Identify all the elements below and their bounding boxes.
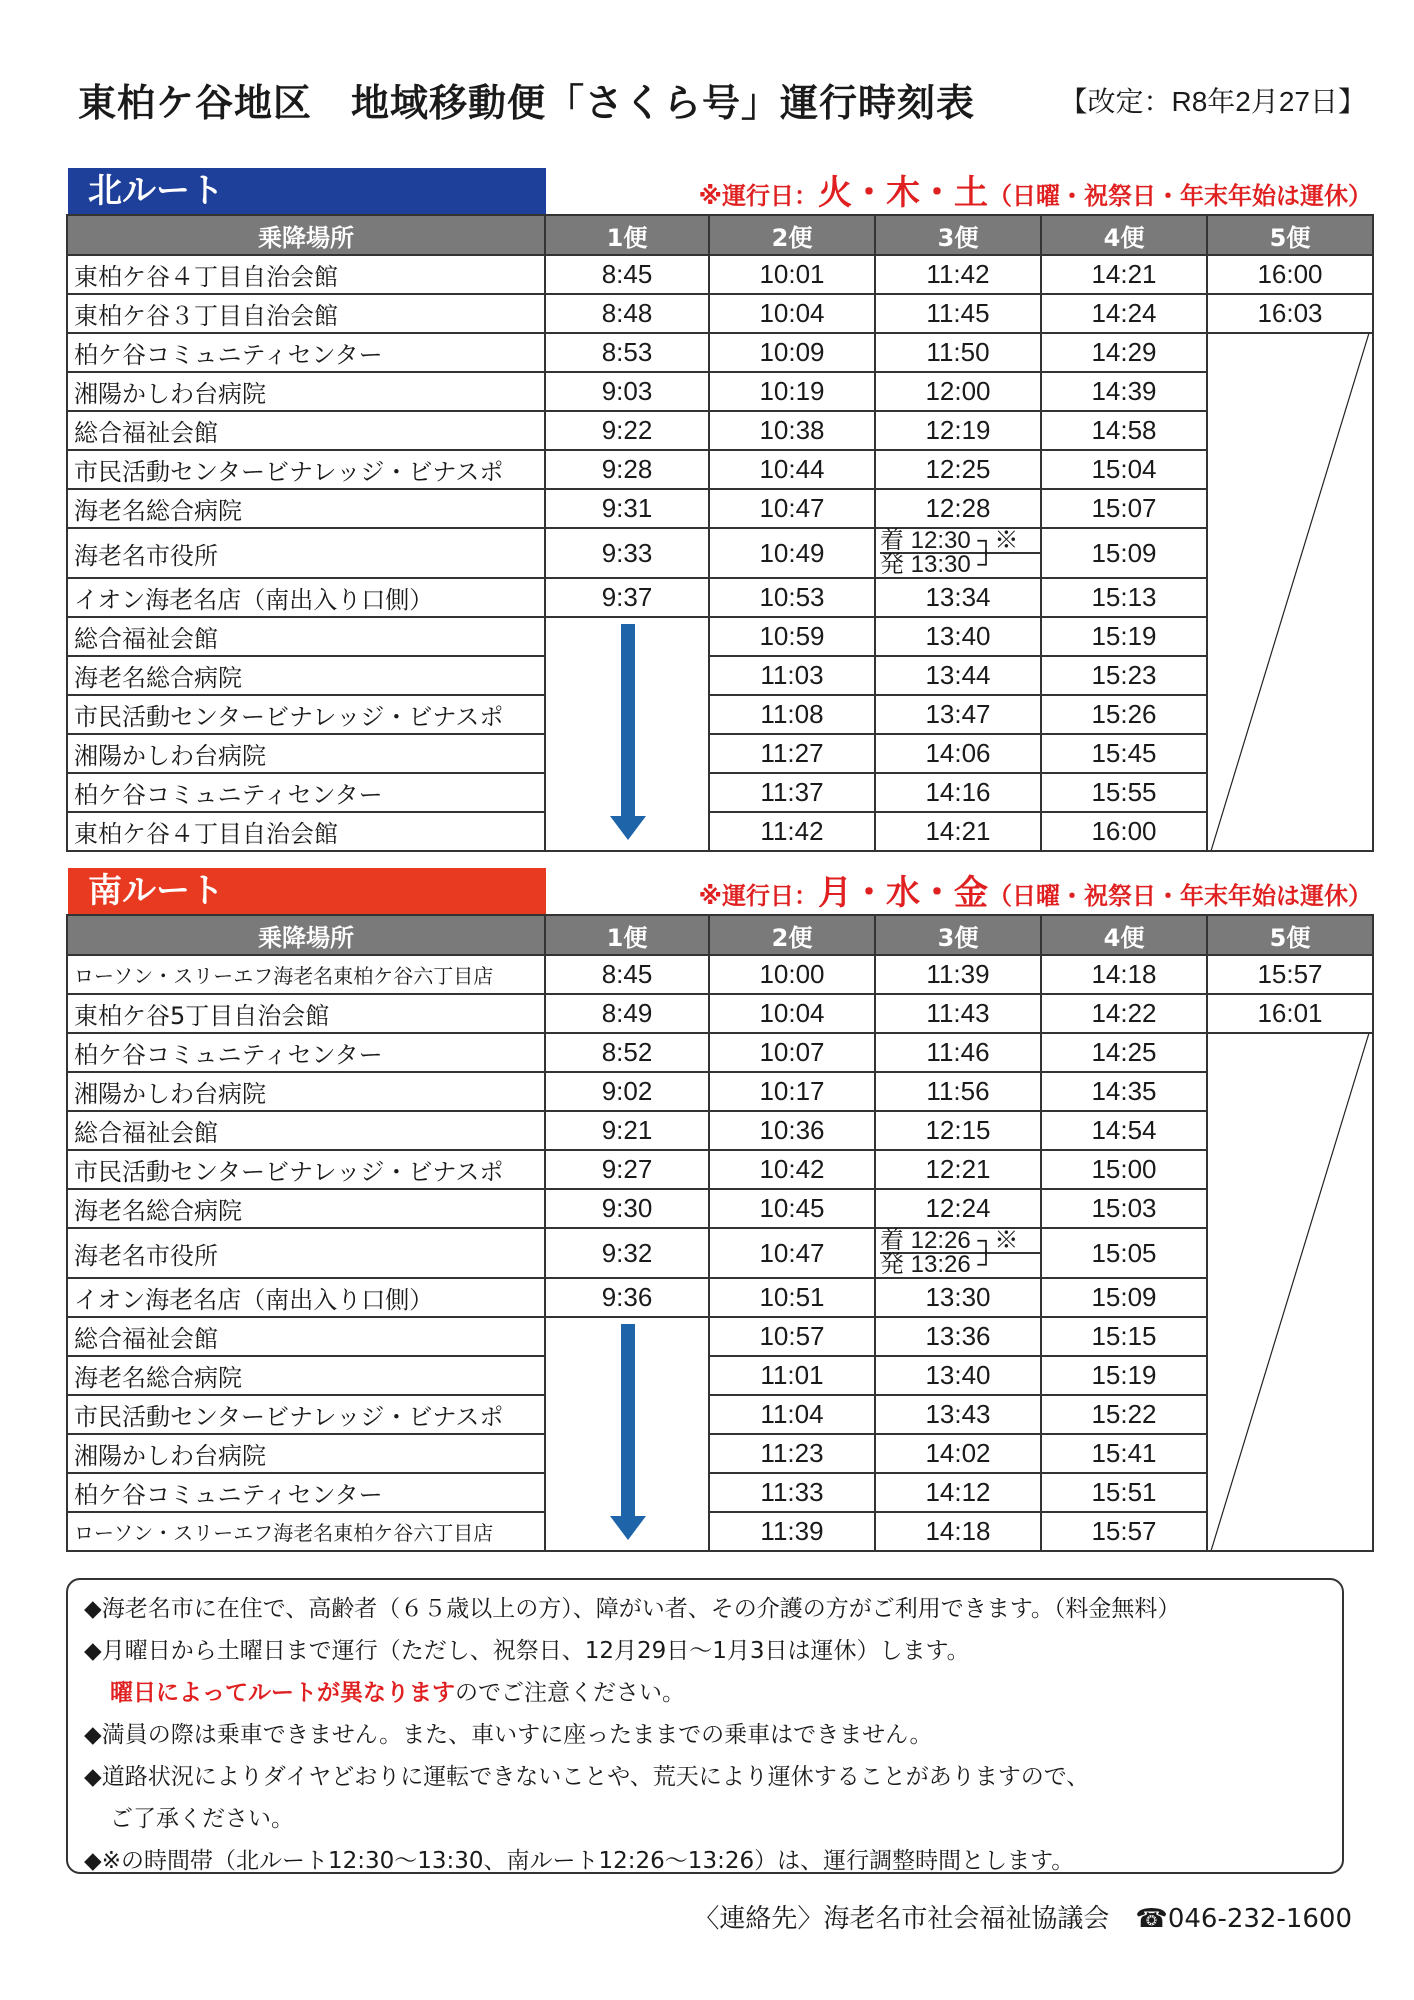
time-cell: 9:37 bbox=[545, 578, 709, 617]
table-row bbox=[67, 1150, 1373, 1189]
table-row bbox=[67, 1395, 1373, 1434]
time-cell: 10:04 bbox=[709, 294, 875, 333]
time-cell: 13:40 bbox=[875, 617, 1041, 656]
note-operating-days: ◆月曜日から土曜日まで運行（ただし、祝祭日、12月29日～1月3日は運休）します。 bbox=[84, 1638, 970, 1664]
time-cell: 12:28 bbox=[875, 489, 1041, 528]
continue-arrow-cell bbox=[545, 617, 709, 851]
table-row bbox=[67, 333, 1373, 372]
stop-name: 柏ケ谷コミュニティセンター bbox=[67, 773, 545, 812]
time-cell: 8:45 bbox=[545, 255, 709, 294]
diagonal-line-icon bbox=[1208, 1034, 1372, 1550]
note-capacity: ◆満員の際は乗車できません。また、車いすに座ったままでの乗車はできません。 bbox=[84, 1722, 933, 1748]
time-cell: 14:12 bbox=[875, 1473, 1041, 1512]
time-cell: 13:34 bbox=[875, 578, 1041, 617]
south-route bbox=[66, 868, 1372, 1552]
col-header-trip-5: 5便 bbox=[1207, 215, 1373, 255]
time-cell: 10:07 bbox=[709, 1033, 875, 1072]
time-cell: 11:43 bbox=[875, 994, 1041, 1033]
col-header-stop: 乗降場所 bbox=[67, 215, 545, 255]
time-cell: 15:03 bbox=[1041, 1189, 1207, 1228]
time-cell: 11:42 bbox=[709, 812, 875, 851]
col-header-trip-3: 3便 bbox=[875, 215, 1041, 255]
time-cell: 11:42 bbox=[875, 255, 1041, 294]
time-cell: 14:35 bbox=[1041, 1072, 1207, 1111]
time-cell: 15:22 bbox=[1041, 1395, 1207, 1434]
time-cell: 13:30 bbox=[875, 1278, 1041, 1317]
time-cell: 12:21 bbox=[875, 1150, 1041, 1189]
note-route-warning: 曜日によってルートが異なりますのでご注意ください。 bbox=[110, 1680, 685, 1706]
stop-name: 柏ケ谷コミュニティセンター bbox=[67, 1473, 545, 1512]
north-operating-days: ※運行日：火・木・土（日曜・祝祭日・年末年始は運休） bbox=[698, 173, 1372, 213]
time-cell: 13:47 bbox=[875, 695, 1041, 734]
time-cell: 15:09 bbox=[1041, 528, 1207, 578]
phone-number: 046-232-1600 bbox=[1167, 1904, 1352, 1934]
stop-name: 総合福祉会館 bbox=[67, 1317, 545, 1356]
no-service-cell bbox=[1207, 333, 1373, 851]
no-service-cell bbox=[1207, 1033, 1373, 1551]
time-cell: 8:53 bbox=[545, 333, 709, 372]
time-cell: 10:51 bbox=[709, 1278, 875, 1317]
table-row bbox=[67, 617, 1373, 656]
time-cell: 11:50 bbox=[875, 333, 1041, 372]
time-cell: 15:09 bbox=[1041, 1278, 1207, 1317]
time-cell: 9:31 bbox=[545, 489, 709, 528]
time-cell: 11:45 bbox=[875, 294, 1041, 333]
table-row bbox=[67, 994, 1373, 1033]
table-row bbox=[67, 411, 1373, 450]
south-route-banner: 南ルート bbox=[68, 868, 546, 914]
stop-name: 柏ケ谷コミュニティセンター bbox=[67, 1033, 545, 1072]
time-cell: 15:05 bbox=[1041, 1228, 1207, 1278]
stop-name: 総合福祉会館 bbox=[67, 411, 545, 450]
note-delays-cont: ご了承ください。 bbox=[110, 1806, 294, 1832]
down-arrow-icon bbox=[621, 624, 635, 818]
table-row bbox=[67, 255, 1373, 294]
time-cell: 10:59 bbox=[709, 617, 875, 656]
time-cell: 9:33 bbox=[545, 528, 709, 578]
note-delays: ◆道路状況によりダイヤどおりに運転できないことや、荒天により運休することがありますので、 bbox=[84, 1764, 1090, 1790]
time-cell: 9:36 bbox=[545, 1278, 709, 1317]
time-cell: 10:47 bbox=[709, 489, 875, 528]
time-cell: 9:27 bbox=[545, 1150, 709, 1189]
time-cell: 10:17 bbox=[709, 1072, 875, 1111]
time-cell: 12:19 bbox=[875, 411, 1041, 450]
time-cell: 11:39 bbox=[709, 1512, 875, 1551]
table-row bbox=[67, 1033, 1373, 1072]
time-cell: 15:45 bbox=[1041, 734, 1207, 773]
stop-name: イオン海老名店（南出入り口側） bbox=[67, 1278, 545, 1317]
time-cell: 14:06 bbox=[875, 734, 1041, 773]
time-cell: 10:36 bbox=[709, 1111, 875, 1150]
note-adjustment-time: ◆※の時間帯（北ルート12:30～13:30、南ルート12:26～13:26）は、運行調整時間とします。 bbox=[84, 1848, 1075, 1874]
time-cell: 12:24 bbox=[875, 1189, 1041, 1228]
stop-name: 海老名総合病院 bbox=[67, 489, 545, 528]
time-cell: 15:00 bbox=[1041, 1150, 1207, 1189]
time-cell: 11:01 bbox=[709, 1356, 875, 1395]
time-split-cell bbox=[875, 528, 1041, 578]
time-cell: 16:03 bbox=[1207, 294, 1373, 333]
time-cell: 11:37 bbox=[709, 773, 875, 812]
table-row bbox=[67, 1434, 1373, 1473]
revision-date: 【改定：R8年2月27日】 bbox=[1059, 86, 1366, 117]
table-row bbox=[67, 489, 1373, 528]
table-row bbox=[67, 1228, 1373, 1278]
stop-name: 東柏ケ谷5丁目自治会館 bbox=[67, 994, 545, 1033]
time-cell: 15:04 bbox=[1041, 450, 1207, 489]
time-cell: 14:02 bbox=[875, 1434, 1041, 1473]
time-cell: 11:46 bbox=[875, 1033, 1041, 1072]
time-cell: 12:00 bbox=[875, 372, 1041, 411]
time-cell: 14:18 bbox=[1041, 955, 1207, 994]
stop-name: 東柏ケ谷４丁目自治会館 bbox=[67, 812, 545, 851]
depart-time: 発 13:26 ┘ bbox=[880, 1251, 995, 1278]
time-cell: 10:57 bbox=[709, 1317, 875, 1356]
arrive-time: 着 12:30 ┐※ bbox=[880, 530, 1040, 554]
depart-time: 発 13:30 ┘ bbox=[880, 551, 995, 578]
time-cell: 14:22 bbox=[1041, 994, 1207, 1033]
col-header-stop: 乗降場所 bbox=[67, 915, 545, 955]
stop-name: イオン海老名店（南出入り口側） bbox=[67, 578, 545, 617]
time-cell: 15:57 bbox=[1207, 955, 1373, 994]
time-cell: 15:26 bbox=[1041, 695, 1207, 734]
stop-name: 海老名総合病院 bbox=[67, 1356, 545, 1395]
time-cell: 10:00 bbox=[709, 955, 875, 994]
table-row bbox=[67, 773, 1373, 812]
north-timetable bbox=[66, 214, 1374, 852]
time-cell: 9:02 bbox=[545, 1072, 709, 1111]
stop-name: 総合福祉会館 bbox=[67, 617, 545, 656]
time-cell: 9:22 bbox=[545, 411, 709, 450]
stop-name: 東柏ケ谷４丁目自治会館 bbox=[67, 255, 545, 294]
time-cell: 10:38 bbox=[709, 411, 875, 450]
time-cell: 14:39 bbox=[1041, 372, 1207, 411]
table-row bbox=[67, 1278, 1373, 1317]
time-cell: 10:19 bbox=[709, 372, 875, 411]
time-cell: 11:03 bbox=[709, 656, 875, 695]
time-cell: 10:01 bbox=[709, 255, 875, 294]
time-cell: 10:45 bbox=[709, 1189, 875, 1228]
time-cell: 15:57 bbox=[1041, 1512, 1207, 1551]
continue-arrow-cell bbox=[545, 1317, 709, 1551]
phone-icon: ☎ bbox=[1135, 1904, 1168, 1934]
table-row bbox=[67, 1473, 1373, 1512]
time-cell: 15:23 bbox=[1041, 656, 1207, 695]
time-cell: 11:27 bbox=[709, 734, 875, 773]
north-route bbox=[66, 168, 1372, 852]
time-cell: 16:00 bbox=[1041, 812, 1207, 851]
stop-name: 海老名総合病院 bbox=[67, 656, 545, 695]
time-cell: 13:44 bbox=[875, 656, 1041, 695]
time-cell: 10:09 bbox=[709, 333, 875, 372]
time-cell: 15:41 bbox=[1041, 1434, 1207, 1473]
col-header-trip-2: 2便 bbox=[709, 915, 875, 955]
time-cell: 15:13 bbox=[1041, 578, 1207, 617]
time-cell: 15:51 bbox=[1041, 1473, 1207, 1512]
time-cell: 11:08 bbox=[709, 695, 875, 734]
time-cell: 11:39 bbox=[875, 955, 1041, 994]
time-cell: 8:45 bbox=[545, 955, 709, 994]
table-row bbox=[67, 1317, 1373, 1356]
time-cell: 12:15 bbox=[875, 1111, 1041, 1150]
stop-name: 湘陽かしわ台病院 bbox=[67, 372, 545, 411]
time-cell: 8:49 bbox=[545, 994, 709, 1033]
time-cell: 14:25 bbox=[1041, 1033, 1207, 1072]
time-cell: 14:29 bbox=[1041, 333, 1207, 372]
table-row bbox=[67, 695, 1373, 734]
stop-name: 湘陽かしわ台病院 bbox=[67, 734, 545, 773]
table-row bbox=[67, 372, 1373, 411]
time-cell: 15:07 bbox=[1041, 489, 1207, 528]
time-cell: 14:54 bbox=[1041, 1111, 1207, 1150]
time-cell: 14:58 bbox=[1041, 411, 1207, 450]
stop-name: 湘陽かしわ台病院 bbox=[67, 1434, 545, 1473]
time-cell: 11:33 bbox=[709, 1473, 875, 1512]
time-cell: 10:47 bbox=[709, 1228, 875, 1278]
table-row bbox=[67, 528, 1373, 578]
col-header-trip-1: 1便 bbox=[545, 215, 709, 255]
time-cell: 10:53 bbox=[709, 578, 875, 617]
stop-name: 海老名市役所 bbox=[67, 528, 545, 578]
stop-name: 湘陽かしわ台病院 bbox=[67, 1072, 545, 1111]
time-cell: 14:21 bbox=[1041, 255, 1207, 294]
stop-name: 海老名市役所 bbox=[67, 1228, 545, 1278]
time-cell: 15:55 bbox=[1041, 773, 1207, 812]
table-row bbox=[67, 1072, 1373, 1111]
diagonal-line-icon bbox=[1208, 334, 1372, 850]
time-cell: 8:48 bbox=[545, 294, 709, 333]
time-cell: 11:56 bbox=[875, 1072, 1041, 1111]
table-row bbox=[67, 955, 1373, 994]
table-row bbox=[67, 812, 1373, 851]
col-header-trip-2: 2便 bbox=[709, 215, 875, 255]
time-cell: 9:21 bbox=[545, 1111, 709, 1150]
stop-name: 海老名総合病院 bbox=[67, 1189, 545, 1228]
time-cell: 8:52 bbox=[545, 1033, 709, 1072]
time-cell: 15:19 bbox=[1041, 1356, 1207, 1395]
time-cell: 14:21 bbox=[875, 812, 1041, 851]
arrive-time: 着 12:26 ┐※ bbox=[880, 1230, 1040, 1254]
time-cell: 10:42 bbox=[709, 1150, 875, 1189]
col-header-trip-4: 4便 bbox=[1041, 915, 1207, 955]
table-row bbox=[67, 450, 1373, 489]
stop-name: ローソン・スリーエフ海老名東柏ケ谷六丁目店 bbox=[67, 955, 545, 994]
stop-name: 市民活動センタービナレッジ・ビナスポ bbox=[67, 1395, 545, 1434]
col-header-trip-4: 4便 bbox=[1041, 215, 1207, 255]
table-row bbox=[67, 578, 1373, 617]
time-cell: 11:04 bbox=[709, 1395, 875, 1434]
time-cell: 14:16 bbox=[875, 773, 1041, 812]
time-cell: 9:28 bbox=[545, 450, 709, 489]
north-route-banner: 北ルート bbox=[68, 168, 546, 214]
down-arrow-icon bbox=[621, 1324, 635, 1518]
time-cell: 14:18 bbox=[875, 1512, 1041, 1551]
notes-box bbox=[66, 1578, 1344, 1874]
page-title: 東柏ケ谷地区 地域移動便「さくら号」運行時刻表 bbox=[78, 81, 976, 125]
time-cell: 15:15 bbox=[1041, 1317, 1207, 1356]
time-cell: 9:30 bbox=[545, 1189, 709, 1228]
time-cell: 16:00 bbox=[1207, 255, 1373, 294]
south-operating-days: ※運行日：月・水・金（日曜・祝祭日・年末年始は運休） bbox=[698, 873, 1372, 913]
south-timetable bbox=[66, 914, 1374, 1552]
time-cell: 13:40 bbox=[875, 1356, 1041, 1395]
time-cell: 11:23 bbox=[709, 1434, 875, 1473]
note-eligibility: ◆海老名市に在住で、高齢者（６５歳以上の方）、障がい者、その介護の方がご利用できます。（料金無料） bbox=[84, 1596, 1181, 1622]
time-cell: 9:03 bbox=[545, 372, 709, 411]
col-header-trip-3: 3便 bbox=[875, 915, 1041, 955]
col-header-trip-5: 5便 bbox=[1207, 915, 1373, 955]
table-row bbox=[67, 294, 1373, 333]
time-cell: 13:43 bbox=[875, 1395, 1041, 1434]
time-cell: 16:01 bbox=[1207, 994, 1373, 1033]
time-split-cell bbox=[875, 1228, 1041, 1278]
stop-name: 総合福祉会館 bbox=[67, 1111, 545, 1150]
table-row bbox=[67, 656, 1373, 695]
stop-name: ローソン・スリーエフ海老名東柏ケ谷六丁目店 bbox=[67, 1512, 545, 1551]
stop-name: 東柏ケ谷３丁目自治会館 bbox=[67, 294, 545, 333]
time-cell: 10:44 bbox=[709, 450, 875, 489]
time-cell: 10:49 bbox=[709, 528, 875, 578]
contact-info: 〈連絡先〉海老名市社会福祉協議会 ☎046-232-1600 bbox=[693, 1904, 1352, 1934]
stop-name: 市民活動センタービナレッジ・ビナスポ bbox=[67, 695, 545, 734]
table-row bbox=[67, 1356, 1373, 1395]
table-row bbox=[67, 1189, 1373, 1228]
time-cell: 10:04 bbox=[709, 994, 875, 1033]
time-cell: 14:24 bbox=[1041, 294, 1207, 333]
table-row bbox=[67, 1512, 1373, 1551]
time-cell: 13:36 bbox=[875, 1317, 1041, 1356]
time-cell: 15:19 bbox=[1041, 617, 1207, 656]
col-header-trip-1: 1便 bbox=[545, 915, 709, 955]
time-cell: 12:25 bbox=[875, 450, 1041, 489]
stop-name: 市民活動センタービナレッジ・ビナスポ bbox=[67, 450, 545, 489]
stop-name: 柏ケ谷コミュニティセンター bbox=[67, 333, 545, 372]
table-row bbox=[67, 1111, 1373, 1150]
stop-name: 市民活動センタービナレッジ・ビナスポ bbox=[67, 1150, 545, 1189]
time-cell: 9:32 bbox=[545, 1228, 709, 1278]
table-row bbox=[67, 734, 1373, 773]
